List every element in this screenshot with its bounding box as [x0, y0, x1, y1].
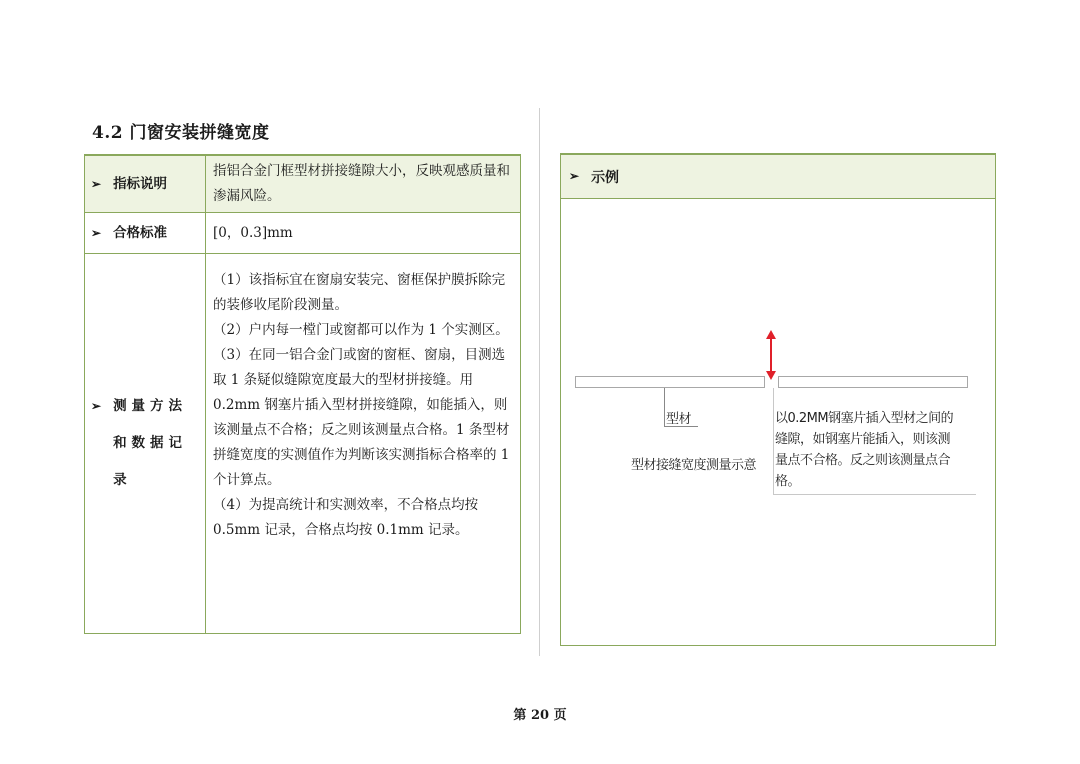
row-label: 指标说明 [113, 176, 168, 192]
material-label: 型材 [666, 412, 692, 427]
leader-line [664, 388, 665, 426]
table-row-indicator [85, 155, 521, 213]
note-border [773, 388, 774, 494]
diagram-note: 以0.2MM钢塞片插入型材之间的缝隙，如钢塞片能插入，则该测量点不合格。反之则该测量点合格。 [775, 411, 954, 489]
arrow-bullet-icon: ➢ [91, 226, 102, 240]
profile-bar-right [778, 376, 968, 388]
row-content [206, 254, 521, 634]
label-cell [85, 213, 206, 254]
arrow-bullet-icon: ➢ [569, 169, 580, 183]
profile-bar-left [575, 376, 765, 388]
note-border [773, 494, 976, 495]
method-paragraph: （2）户内每一樘门或窗都可以作为 1 个实测区。 [213, 322, 509, 338]
label-cell [85, 254, 206, 634]
row-label: 合格标准 [113, 225, 168, 241]
arrow-bullet-icon: ➢ [91, 399, 102, 413]
method-paragraph: （1）该指标宜在窗扇安装完、窗框保护膜拆除完的装修收尾阶段测量。 [213, 272, 506, 313]
example-header [561, 155, 995, 199]
gap-arrow-icon [761, 330, 781, 380]
table-row-method [85, 254, 521, 634]
diagram-caption: 型材接缝宽度测量示意 [631, 458, 757, 473]
method-paragraph: （3）在同一铝合金门或窗的窗框、窗扇，目测选取 1 条疑似缝隙宽度最大的型材拼接缝。用 0.2mm 钢塞片插入型材拼接缝隙，如能插入，则该测量点不合格；反之则该测量点合格。1 条型材拼缝宽度的实测值作为判断该实测指标合格率的 1 个计算点。 [213, 347, 510, 488]
spec-table [84, 154, 521, 634]
row-content: [0，0.3]mm [206, 213, 521, 254]
row-content: 指铝合金门框型材拼接缝隙大小，反映观感质量和渗漏风险。 [206, 155, 521, 213]
section-title: 4.2 门窗安装拼缝宽度 [92, 123, 270, 143]
gap-diagram [561, 200, 995, 646]
page-number: 第 20 页 [513, 708, 567, 723]
row-label: 测量方法和数据记录 [113, 398, 188, 488]
table-row-standard [85, 213, 521, 254]
column-divider [539, 108, 540, 656]
label-cell [85, 155, 206, 213]
method-paragraph: （4）为提高统计和实测效率，不合格点均按 0.5mm 记录，合格点均按 0.1mm 记录。 [213, 497, 479, 538]
arrow-bullet-icon: ➢ [91, 177, 102, 191]
example-panel [560, 153, 996, 646]
example-heading: 示例 [591, 169, 620, 186]
